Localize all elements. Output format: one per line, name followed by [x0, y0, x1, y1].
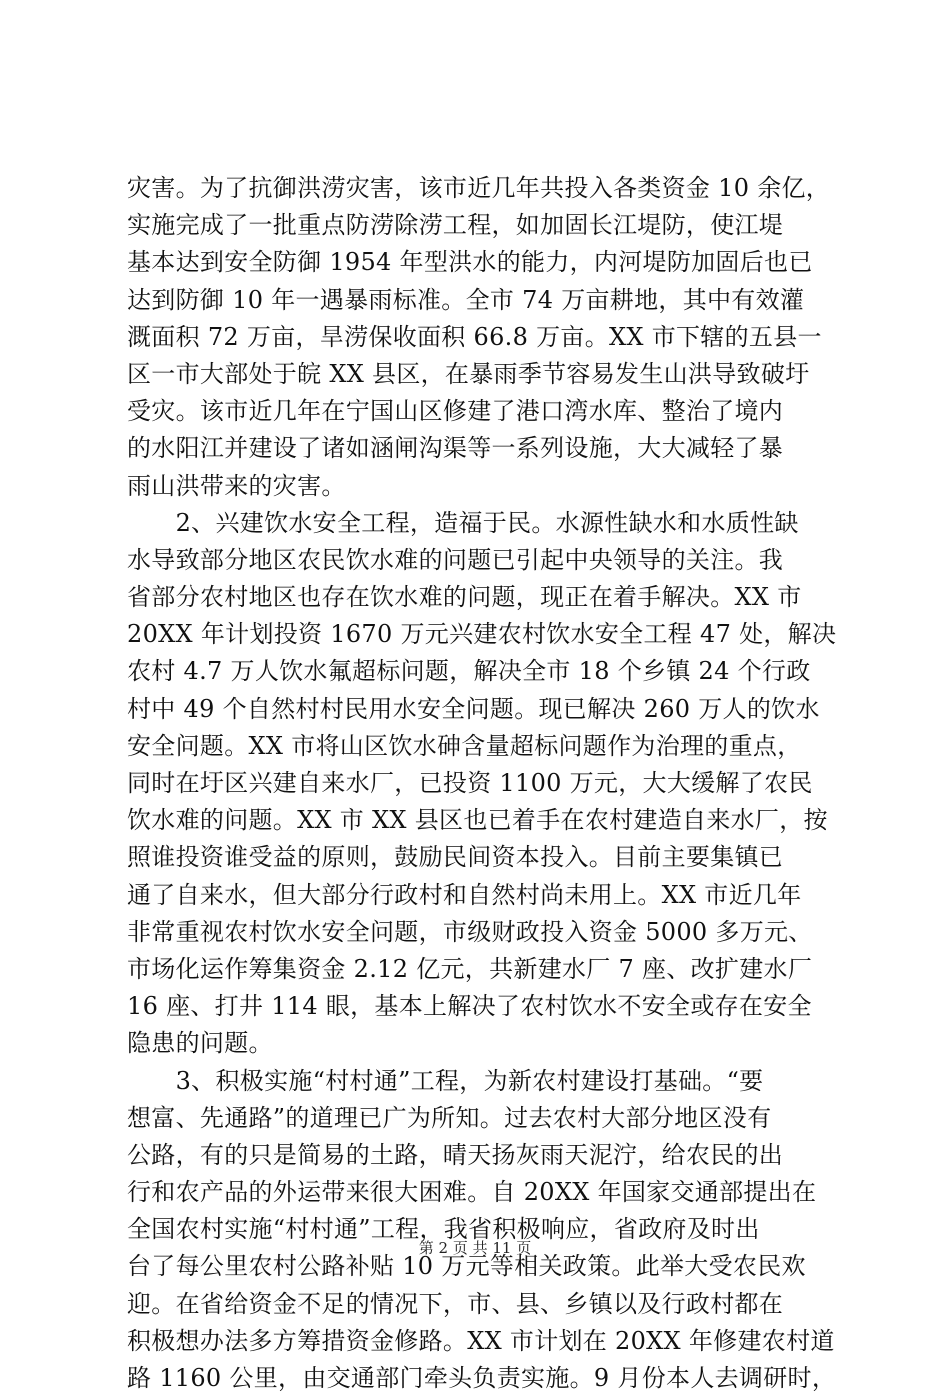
text-line: 实施完成了一批重点防涝除涝工程，如加固长江堤防，使江堤	[127, 211, 784, 240]
text-line: 隐患的问题。	[127, 1029, 273, 1058]
text-line: 饮水难的问题。XX 市 XX 县区也已着手在农村建造自来水厂，按	[127, 806, 828, 835]
text-line: 3、积极实施“村村通”工程，为新农村建设打基础。“要	[127, 1066, 764, 1095]
text-line: 全国农村实施“村村通”工程，我省积极响应，省政府及时出	[127, 1215, 760, 1244]
text-line: 区一市大部处于皖 XX 县区，在暴雨季节容易发生山洪导致破圩	[127, 359, 810, 388]
text-line: 的水阳江并建设了诸如涵闸沟渠等一系列设施，大大减轻了暴	[127, 434, 784, 463]
text-line: 通了自来水，但大部分行政村和自然村尚未用上。XX 市近几年	[127, 880, 802, 909]
text-line: 省部分农村地区也存在饮水难的问题，现正在着手解决。XX 市	[127, 583, 802, 612]
text-line: 公路，有的只是简易的土路，晴天扬灰雨天泥泞，给农民的出	[127, 1140, 784, 1169]
page-footer: 第 2 页 共 11 页	[418, 1239, 532, 1257]
text-line: 溉面积 72 万亩，旱涝保收面积 66.8 万亩。XX 市下辖的五县一	[127, 322, 822, 351]
text-line: 非常重视农村饮水安全问题，市级财政投入资金 5000 多万元、	[127, 917, 813, 946]
text-line: 行和农产品的外运带来很大困难。自 20XX 年国家交通部提出在	[127, 1178, 817, 1207]
text-line: 积极想办法多方筹措资金修路。XX 市计划在 20XX 年修建农村道	[127, 1326, 835, 1355]
text-line: 台了每公里农村公路补贴 10 万元等相关政策。此举大受农民欢	[127, 1252, 806, 1281]
text-line: 安全问题。XX 市将山区饮水砷含量超标问题作为治理的重点，	[127, 731, 802, 760]
text-line: 达到防御 10 年一遇暴雨标准。全市 74 万亩耕地，其中有效灌	[127, 285, 805, 314]
text-line: 水导致部分地区农民饮水难的问题已引起中央领导的关注。我	[127, 545, 784, 574]
text-line: 16 座、打井 114 眼，基本上解决了农村饮水不安全或存在安全	[127, 992, 812, 1021]
text-line: 雨山洪带来的灾害。	[127, 471, 346, 500]
text-line: 市场化运作筹集资金 2.12 亿元，共新建水厂 7 座、改扩建水厂	[127, 954, 813, 983]
text-line: 同时在圩区兴建自来水厂，已投资 1100 万元，大大缓解了农民	[127, 769, 813, 797]
text-line: 想富、先通路”的道理已广为所知。过去农村大部分地区没有	[127, 1103, 772, 1132]
text-line: 2、兴建饮水安全工程，造福于民。水源性缺水和水质性缺	[127, 508, 799, 537]
text-line: 迎。在省给资金不足的情况下，市、县、乡镇以及行政村都在	[127, 1289, 784, 1318]
text-line: 路 1160 公里，由交通部门牵头负责实施。9 月份本人去调研时，	[127, 1364, 837, 1392]
text-line: 村中 49 个自然村村民用水安全问题。现已解决 260 万人的饮水	[127, 694, 820, 723]
text-line: 照谁投资谁受益的原则，鼓励民间资本投入。目前主要集镇已	[127, 843, 784, 872]
text-line: 基本达到安全防御 1954 年型洪水的能力，内河堤防加固后也已	[127, 248, 813, 277]
text-line: 受灾。该市近几年在宁国山区修建了港口湾水库、整治了境内	[127, 397, 784, 426]
body-text	[127, 170, 837, 1397]
text-line: 农村 4.7 万人饮水氟超标问题，解决全市 18 个乡镇 24 个行政	[127, 657, 811, 686]
text-line: 20XX 年计划投资 1670 万元兴建农村饮水安全工程 47 处，解决	[127, 620, 837, 649]
text-line: 灾害。为了抗御洪涝灾害，该市近几年共投入各类资金 10 余亿，	[127, 174, 831, 202]
